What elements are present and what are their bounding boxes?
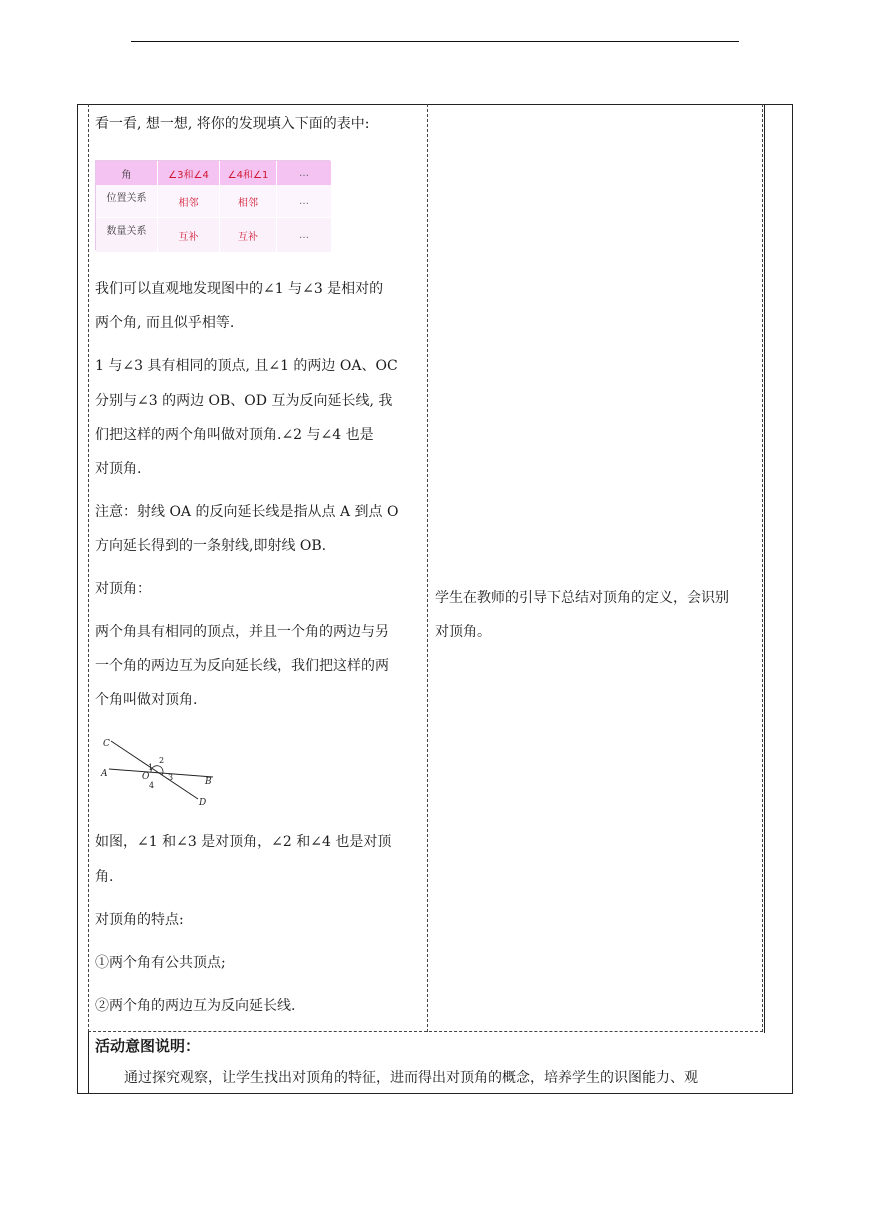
observation-table (95, 160, 330, 250)
definition-line: 个角叫做对顶角. (95, 692, 198, 708)
features-title: 对顶角的特点: (95, 912, 184, 928)
paragraph-line: 两个角, 而且似乎相等. (95, 315, 235, 331)
table-row (96, 217, 331, 252)
table-header-row (96, 161, 331, 185)
example-line: 角. (95, 869, 114, 885)
paragraph-line: 对顶角. (95, 461, 142, 477)
table-right-divider (764, 104, 765, 1033)
label-b: B (205, 777, 212, 787)
label-c: C (103, 739, 110, 749)
table-header-cell: ∠3和∠4 (158, 161, 220, 185)
label-o: O (142, 772, 150, 782)
example-line: 如图，∠1 和∠3 是对顶角，∠2 和∠4 也是对顶 (95, 834, 392, 850)
table-row-label: 数量关系 (96, 218, 158, 252)
table-cell: 互补 (220, 218, 277, 252)
table-header-cell: ∠4和∠1 (220, 161, 277, 185)
vertical-angles-figure (95, 732, 225, 812)
label-angle-3: 3 (168, 773, 174, 782)
table-row (96, 185, 331, 217)
intent-text: 通过探究观察，让学生找出对顶角的特征，进而得出对顶角的概念，培养学生的识图能力、观 (124, 1070, 698, 1086)
table-cell: … (299, 195, 309, 207)
paragraph-line: 1 与∠3 具有相同的顶点, 且∠1 的两边 OA、OC (95, 358, 398, 374)
table-header-cell: … (299, 167, 309, 179)
table-cell: … (299, 229, 309, 241)
definition-line: 一个角的两边互为反向延长线，我们把这样的两 (95, 658, 389, 674)
table-header-cell: 角 (96, 161, 158, 185)
definition-line: 两个角具有相同的顶点，并且一个角的两边与另 (95, 624, 389, 640)
table-cell: 相邻 (158, 185, 220, 217)
student-activity-line: 对顶角。 (435, 624, 491, 640)
definition-title: 对顶角： (95, 581, 151, 597)
label-a: A (101, 769, 108, 779)
feature-item: ②两个角的两边互为反向延长线. (95, 998, 296, 1014)
note-line: 方向延长得到的一条射线,即射线 OB. (95, 538, 327, 554)
header-rule (131, 41, 739, 42)
intent-title: 活动意图说明： (95, 1037, 201, 1055)
label-angle-1: 1 (148, 763, 154, 772)
table-cell: 互补 (158, 218, 220, 252)
feature-item: ①两个角有公共顶点; (95, 955, 226, 971)
student-activity-line: 学生在教师的引导下总结对顶角的定义，会识别 (435, 590, 729, 606)
label-angle-4: 4 (149, 781, 155, 790)
paragraph-line: 我们可以直观地发现图中的∠1 与∠3 是相对的 (95, 281, 384, 297)
column-divider (427, 104, 428, 1032)
intro-text: 看一看, 想一想, 将你的发现填入下面的表中: (95, 116, 370, 132)
paragraph-line: 分别与∠3 的两边 OB、OD 互为反向延长线, 我 (95, 393, 393, 409)
table-row-label: 位置关系 (96, 185, 158, 217)
paragraph-line: 们把这样的两个角叫做对顶角.∠2 与∠4 也是 (95, 427, 374, 443)
label-angle-2: 2 (159, 756, 165, 765)
line-ab (109, 769, 213, 777)
table-cell: 相邻 (220, 185, 277, 217)
bottom-left-divider (88, 1032, 89, 1094)
label-d: D (199, 798, 207, 808)
note-line: 注意：射线 OA 的反向延长线是指从点 A 到点 O (95, 504, 399, 520)
